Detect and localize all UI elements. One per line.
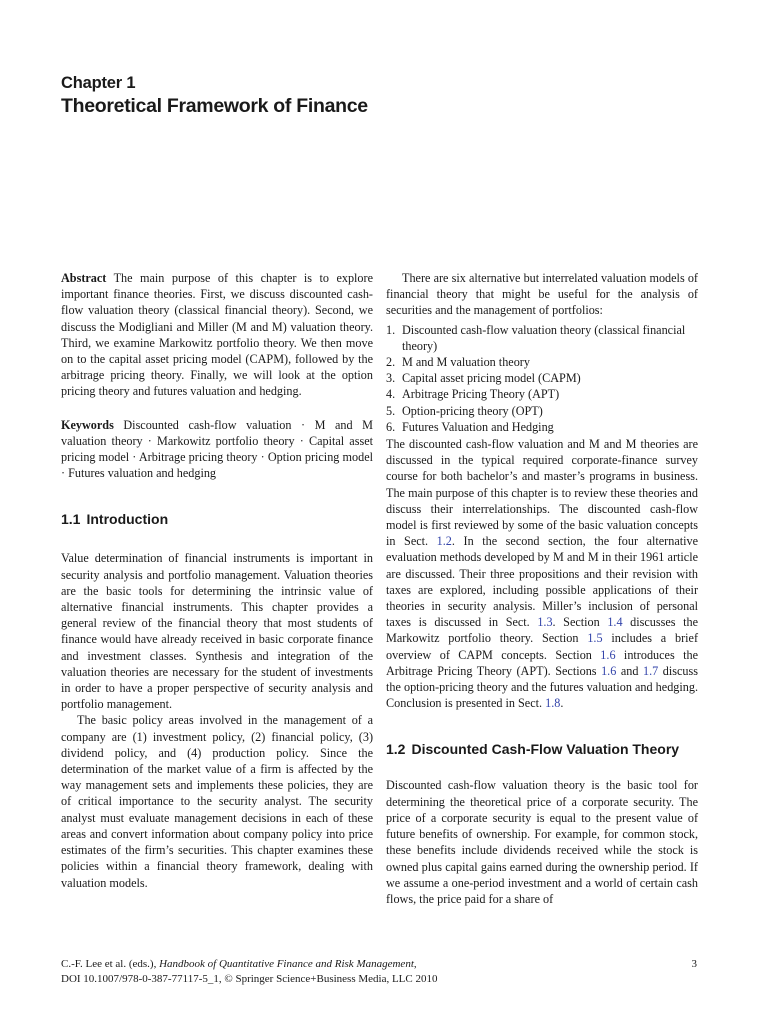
section-number: 1.2 bbox=[386, 741, 406, 758]
section-link-1-4[interactable]: 1.4 bbox=[607, 615, 623, 630]
list-item: 4. Arbitrage Pricing Theory (APT) bbox=[386, 387, 560, 402]
chapter-title: Theoretical Framework of Finance bbox=[61, 95, 368, 117]
page-footer bbox=[61, 957, 697, 987]
citation-line-1: C.-F. Lee et al. (eds.), Handbook of Quantitative Finance and Risk Management, bbox=[61, 958, 417, 970]
left-column bbox=[61, 270, 373, 891]
section-number: 1.1 bbox=[61, 511, 81, 528]
section-heading-dcf bbox=[386, 740, 698, 758]
intro-paragraph-2: The basic policy areas involved in the management of a company are (1) investment policy, (2) financial policy, (3) dividend policy, and (4) production policy. Since the determination of the market value of a firm is affected by the way management sets and implements these policies, they are of critical importance to the security analyst. The security analyst must evaluate management decisions in each of these areas and convert information about company policy into price estimates of the firm’s securities. This chapter examines these policies within a financial theory framework, dealing with valuation models. bbox=[61, 713, 373, 890]
list-item: 2. M and M valuation theory bbox=[386, 355, 530, 370]
section-link-1-8[interactable]: 1.8 bbox=[545, 696, 561, 711]
right-column bbox=[386, 270, 698, 907]
citation-line-2: DOI 10.1007/978-0-387-77117-5_1, © Springer Science+Business Media, LLC 2010 bbox=[61, 973, 438, 985]
section-link-1-2[interactable]: 1.2 bbox=[436, 534, 452, 549]
list-item: 1. Discounted cash-flow valuation theory (classical financial theory) bbox=[386, 322, 686, 353]
chapter-label: Chapter 1 bbox=[61, 74, 136, 92]
intro-paragraph-1: Value determination of financial instruments is important in security analysis and portfolio management. Valuation theories are the basic tools for determining the intrinsic value of alternative financial instruments. This chapter provides a general review of the financial theory that most students of finance would have already received in basic corporate finance and investment classes. Synthesis and integration of the valuation theories are necessary for the student of investments in order to have a proper perspective of security analysis and portfolio management. bbox=[61, 551, 373, 712]
keywords-label: Keywords bbox=[61, 417, 114, 432]
models-intro: There are six alternative but interrelated valuation models of financial theory that might be useful for the analysis of securities and the management of portfolios: bbox=[386, 271, 698, 318]
abstract bbox=[61, 270, 373, 400]
list-item: 6. Futures Valuation and Hedging bbox=[386, 419, 554, 434]
section-link-1-5[interactable]: 1.5 bbox=[587, 631, 603, 646]
abstract-text: The main purpose of this chapter is to explore important finance theories. First, we discuss discounted cash-flow valuation theory (classical financial theory). Second, we discuss the Modigliani and Miller (M and M) valuation theory. Third, we examine Markowitz portfolio theory. We then move on to the capital asset pricing model (CAPM), followed by the arbitrage pricing theory. Finally, we will look at the option pricing theory and futures valuation and hedging. bbox=[61, 271, 373, 399]
section-link-1-3[interactable]: 1.3 bbox=[537, 615, 553, 630]
list-item: 3. Capital asset pricing model (CAPM) bbox=[386, 371, 581, 386]
page-number: 3 bbox=[691, 958, 697, 970]
overview-paragraph: The discounted cash-flow valuation and M and M theories are discussed in the typical required corporate-finance survey course for both bachelor’s and master’s programs in business. The main purpose of this chapter is to review these theories and discuss their interrelationships. The discounted cash-flow model is first reviewed by some of the basic valuation concepts in Sect. 1.2. In the second section, the four alternative evaluation methods developed by M and M in their 1961 article are discussed. Their three propositions and their revision with taxes are explored, including possible applications of their theories in security analysis. Miller’s inclusion of personal taxes is discussed in Sect. 1.3. Section 1.4 discusses the Markowitz portfolio theory. Section 1.5 includes a brief overview of CAPM concepts. Section 1.6 introduces the Arbitrage Pricing Theory (APT). Sections 1.6 and 1.7 discuss the option-pricing theory and the futures valuation and hedging. Conclusion is presented in Sect. 1.8. bbox=[386, 437, 699, 711]
section-link-1-7[interactable]: 1.7 bbox=[643, 663, 659, 678]
models-list bbox=[386, 322, 698, 435]
section-link-1-6b[interactable]: 1.6 bbox=[601, 663, 617, 678]
section-link-1-6[interactable]: 1.6 bbox=[600, 647, 616, 662]
dcf-paragraph-1: Discounted cash-flow valuation theory is the basic tool for determining the theoretical price of a corporate security. The price of a corporate security is equal to the present value of future benefits of ownership. For example, for common stock, these benefits include dividends received while the stock is owned plus capital gains earned during the ownership period. If we assume a one-period investment and a world of certain cash flows, the price paid for a share of bbox=[386, 778, 698, 906]
section-heading-introduction bbox=[61, 510, 373, 528]
abstract-label: Abstract bbox=[61, 271, 107, 285]
keywords-text: Discounted cash-flow valuation · M and M valuation theory · Markowitz portfolio theory · Capital asset pricing model · Arbitrage pricing theory · Option pricing model · Futures valuation and hedging bbox=[61, 417, 373, 481]
list-item: 5. Option-pricing theory (OPT) bbox=[386, 403, 543, 418]
section-title: Introduction bbox=[86, 511, 169, 528]
keywords bbox=[61, 417, 373, 482]
section-title: Discounted Cash-Flow Valuation Theory bbox=[411, 741, 680, 758]
book-title: Handbook of Quantitative Finance and Risk Management bbox=[159, 958, 414, 970]
